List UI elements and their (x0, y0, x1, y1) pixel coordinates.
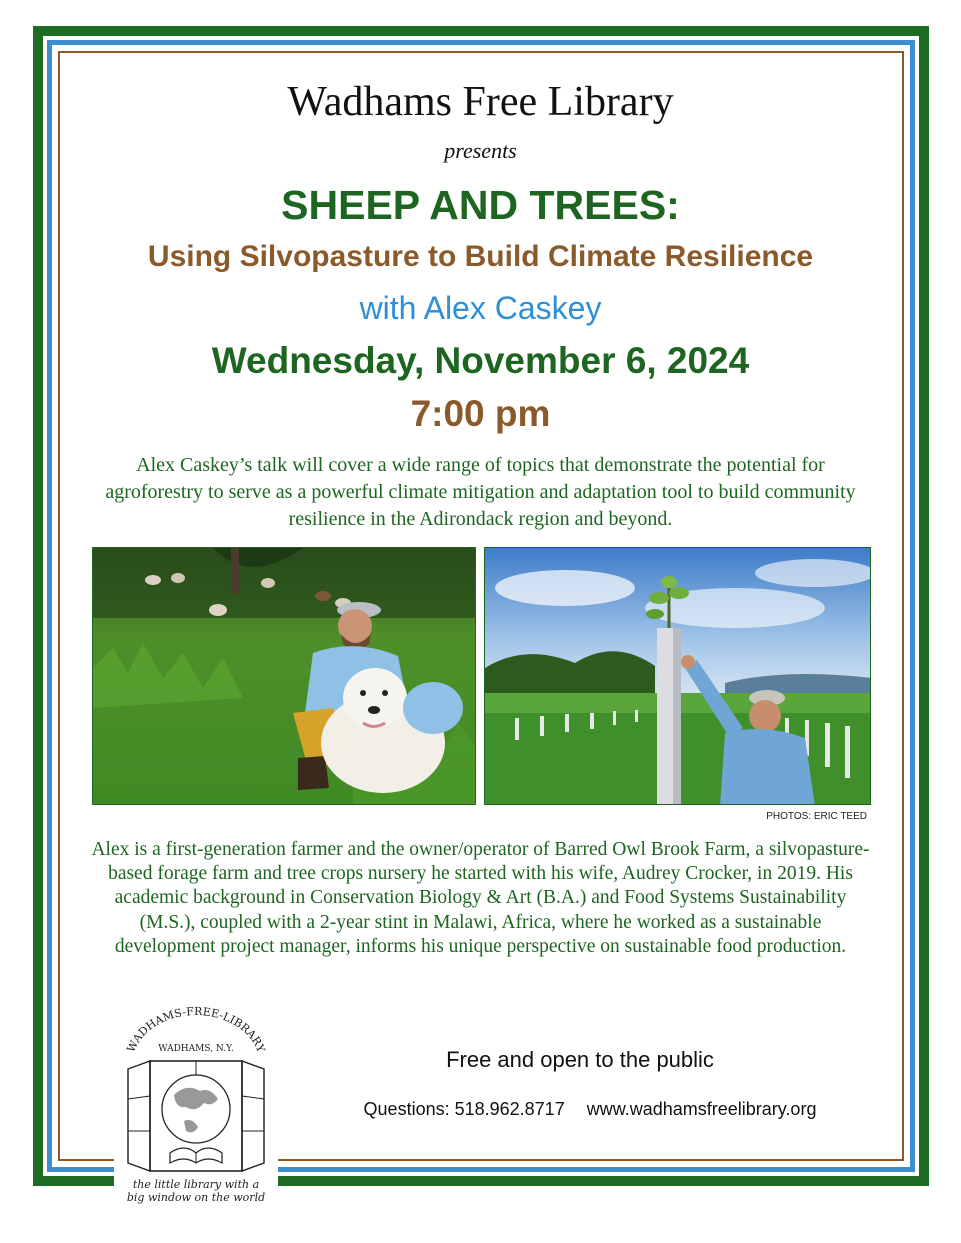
photo-farmer-tree-tube-image (485, 548, 871, 805)
event-date: Wednesday, November 6, 2024 (211, 340, 750, 381)
photo-credit: PHOTOS: ERIC TEED (766, 811, 867, 822)
logo-tagline-line1: the little library with a (132, 1178, 260, 1191)
logo-location: WADHAMS, N.Y. (158, 1044, 234, 1054)
admission-note: Free and open to the public (446, 1047, 714, 1072)
event-speaker: with Alex Caskey (359, 290, 602, 326)
logo-tagline-line2: big window on the world (126, 1191, 266, 1204)
logo-tagline (114, 1178, 278, 1204)
phone-number: Questions: 518.962.8717 (363, 1099, 565, 1119)
window-globe-icon (114, 1003, 278, 1178)
event-title: SHEEP AND TREES: (281, 182, 680, 228)
photo-farmer-with-dog (92, 547, 476, 805)
logo-arc-text: WADHAMS-FREE-LIBRARY (124, 1004, 268, 1055)
photo-farmer-with-dog-image (93, 548, 476, 805)
bio-paragraph: Alex is a first-generation farmer and the owner/operator of Barred Owl Brook Farm, a silvopasture-based forage farm and tree crops nursery he started with his wife, Audrey Crocker, in 2019. His academic background in Conservation Biology & Art (B.A.) and Food Systems Sustainability (M.S.), coupled with a 2-year stint in Malawi, Africa, where he worked as a sustainable development project manager, informs his unique perspective on sustainable food production. (91, 839, 870, 957)
website-link[interactable]: www.wadhamsfreelibrary.org (586, 1099, 817, 1119)
photo-farmer-tree-tube (484, 547, 871, 805)
presents-label: presents (444, 138, 517, 163)
intro-paragraph: Alex Caskey’s talk will cover a wide range of topics that demonstrate the potential for agroforestry to serve as a powerful climate mitigation and adaptation tool to build community resilience in the Adirondack region and beyond. (105, 454, 856, 530)
event-time: 7:00 pm (410, 393, 551, 434)
library-name: Wadhams Free Library (287, 79, 674, 125)
event-subtitle: Using Silvopasture to Build Climate Resilience (147, 240, 814, 273)
contact-line (300, 1099, 880, 1120)
